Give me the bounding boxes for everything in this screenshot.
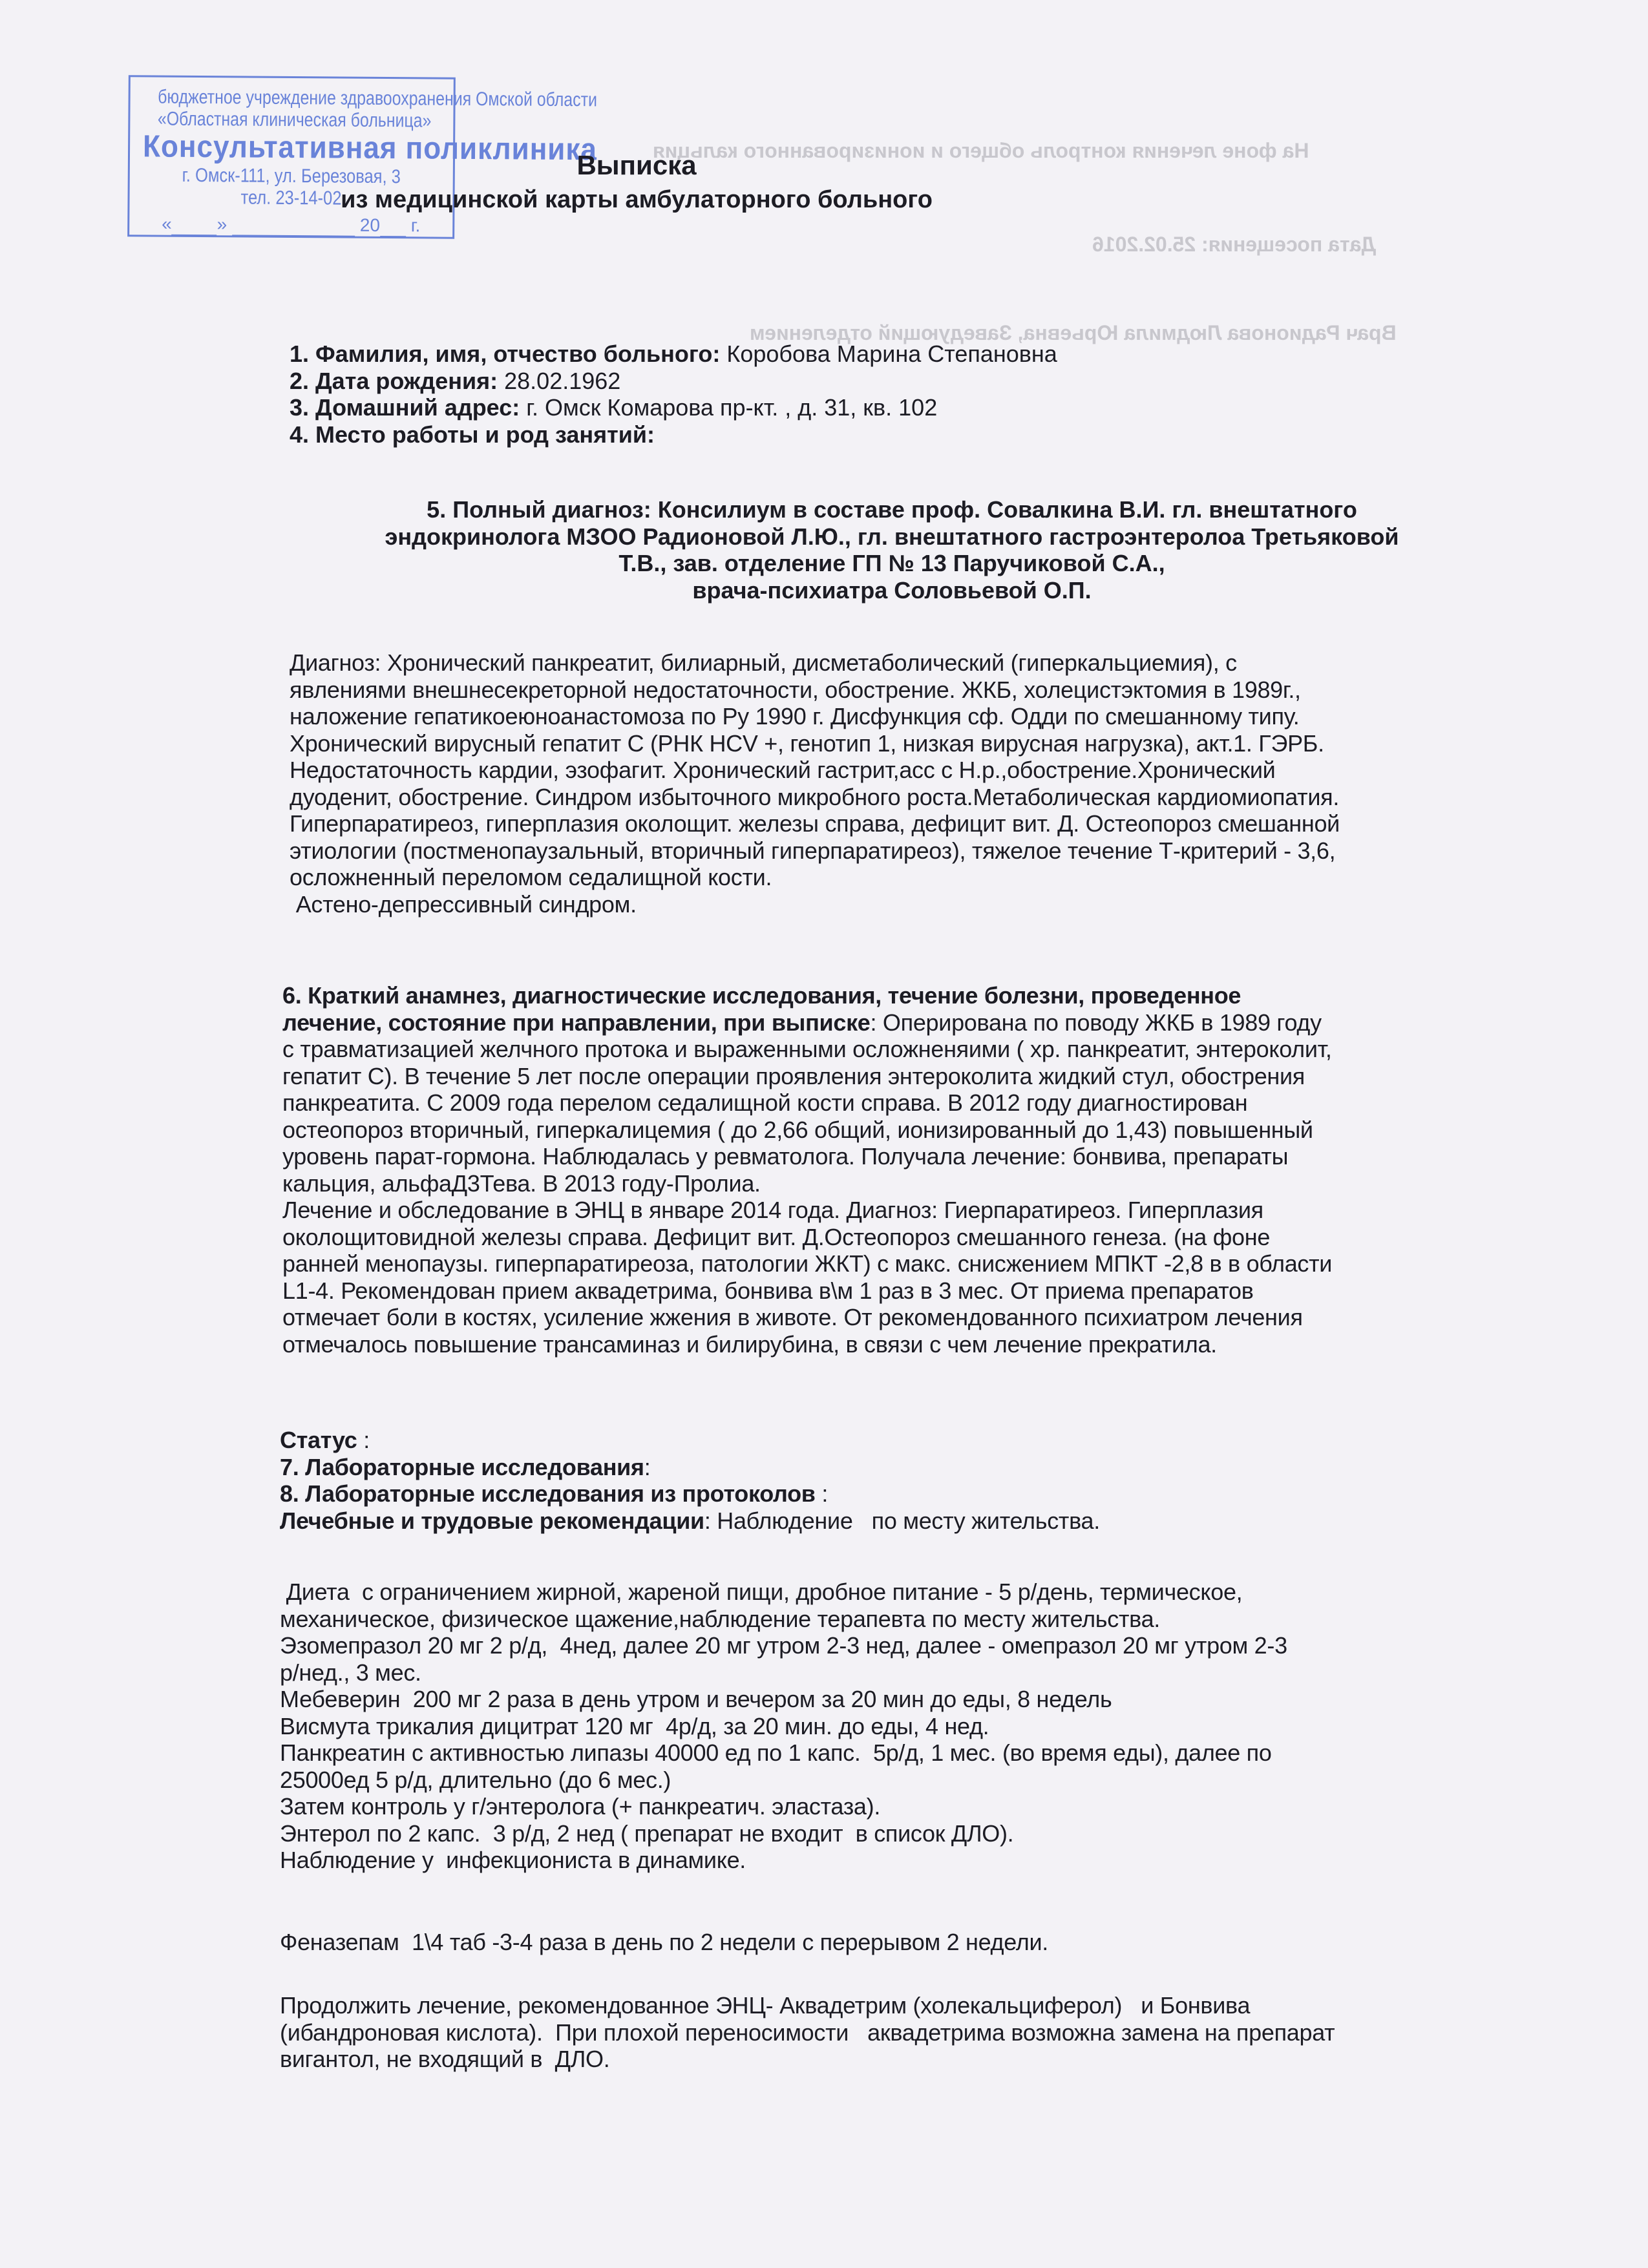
recommendation-line: Наблюдение у инфекциониста в динамике.: [280, 1847, 746, 1873]
recommendation-line: Диета с ограничением жирной, жареной пищи, дробное питание - 5 р/день, термическое,: [280, 1579, 1243, 1605]
recommendation-line: Висмута трикалия дицитрат 120 мг 4р/д, за 20 мин. до еды, 4 нед.: [280, 1712, 989, 1739]
patient-address-label: 3. Домашний адрес:: [290, 394, 520, 421]
consilium-line: эндокринолога МЗОО Радионовой Л.Ю., гл. внештатного гастроэнтеролоа Третьяковой: [385, 523, 1399, 550]
stamp-month-blank: [232, 214, 355, 236]
lab-protocols-label: 8. Лабораторные исследования из протоколов: [280, 1480, 816, 1507]
recommendations-value: : Наблюдение по месту жительства.: [704, 1507, 1100, 1534]
stamp-day-blank: [172, 214, 217, 236]
recommendations-label: Лечебные и трудовые рекомендации: [280, 1507, 704, 1534]
anamnesis-line: ранней менопаузы. гиперпаратиреоза, патологии ЖКТ) с макс. снисжением МПКТ -2,8 в в области: [282, 1250, 1333, 1277]
continue-line: вигантол, не входящий в ДЛО.: [280, 2046, 610, 2072]
recommendation-line: Затем контроль у г/энтеролога (+ панкреатич. эластаза).: [280, 1793, 881, 1820]
consilium-line: 5. Полный диагноз: Консилиум в составе проф. Совалкина В.И. гл. внештатного: [427, 496, 1357, 523]
anamnesis-line: отмечалось повышение трансаминаз и билирубина, в связи с чем лечение прекратила.: [282, 1330, 1217, 1358]
lab-protocols-row: [280, 1480, 1100, 1507]
stamp-address: г. Омск-111, ул. Березовая, 3: [182, 164, 401, 188]
anamnesis-line: L1-4. Рекомендован прием аквадетрима, бонвива в\м 1 раз в 3 мес. От приема препаратов: [282, 1277, 1254, 1304]
phenazepam-line: Феназепам 1\4 таб -3-4 раза в день по 2 недели с перерывом 2 недели.: [280, 1929, 1048, 1955]
diagnosis-line: Гиперпаратиреоз, гиперплазия околощит. железы справа, дефицит вит. Д. Остеопороз смешанной: [290, 810, 1340, 837]
document-title: Выписка: [576, 150, 697, 180]
stamp-year-prefix: 20: [359, 215, 381, 235]
anamnesis-line: околощитовидной железы справа. Дефицит вит. Д.Остеопороз смешанного генеза. (на фоне: [282, 1223, 1271, 1250]
diagnosis-line: этиологии (постменопаузальный, вторичный гиперпаратиреоз), тяжелое течение Т-критерий - 3,6,: [290, 837, 1336, 864]
patient-address-row: [290, 394, 1057, 421]
anamnesis-heading: [282, 982, 1332, 1009]
recommendation-line: Мебеверин 200 мг 2 раза в день утром и вечером за 20 мин до еды, 8 недель: [280, 1686, 1112, 1712]
patient-work-row: [290, 421, 1057, 448]
recommendation-line: 25000ед 5 р/д, длительно (до 6 мес.): [280, 1766, 671, 1793]
stamp-clinic-name: Консультативная поликлиника: [142, 129, 598, 167]
diagnosis-line: Диагноз: Хронический панкреатит, билиарный, дисметаболический (гиперкальциемия), с: [290, 649, 1237, 676]
diagnosis-line: Астено-депрессивный синдром.: [290, 890, 637, 918]
recommendation-line: Энтерол по 2 капс. 3 р/д, 2 нед ( препарат не входит в список ДЛО).: [280, 1820, 1014, 1847]
anamnesis-line: кальция, альфаД3Тева. В 2013 году-Пролиа.: [282, 1170, 761, 1197]
document-subtitle: из медицинской карты амбулаторного больного: [341, 186, 933, 213]
diagnosis-text: [290, 649, 1340, 918]
patient-info: [290, 341, 1057, 448]
recommendations-list: [280, 1579, 1287, 1874]
lab-colon: :: [644, 1453, 651, 1480]
stamp-phone: тел. 23-14-02: [240, 187, 342, 209]
anamnesis-section: [282, 982, 1332, 1358]
bleed-through-line-3: Врач Радионова Людмила Юрьевна, Заведующий отделением: [750, 321, 1397, 344]
patient-dob-value: 28.02.1962: [498, 367, 621, 394]
anamnesis-heading-line-1: 6. Краткий анамнез, диагностические исследования, течение болезни, проведенное: [282, 982, 1241, 1009]
status-section: [280, 1427, 1100, 1534]
stamp-date-field: [129, 213, 452, 237]
stamp-year-blank: [380, 215, 406, 237]
anamnesis-line: гепатит С). В течение 5 лет после операции проявления энтероколита жидкий стул, обострения: [282, 1062, 1305, 1089]
consilium-line: врача-психиатра Соловьевой О.П.: [692, 576, 1092, 604]
patient-address-value: г. Омск Комарова пр-кт. , д. 31, кв. 102: [520, 394, 938, 421]
bleed-through-line-2: Дата посещения: 25.02.2016: [1092, 233, 1377, 256]
stamp-year-suffix: г.: [410, 215, 421, 236]
recommendation-line: Панкреатин с активностью липазы 40000 ед по 1 капс. 5р/д, 1 мес. (во время еды), далее по: [280, 1739, 1272, 1766]
anamnesis-line: панкреатита. С 2009 года перелом седалищной кости справа. В 2012 году диагностирован: [282, 1089, 1248, 1116]
lab-protocols-colon: :: [815, 1480, 829, 1507]
consilium-line: Т.В., зав. отделение ГП № 13 Паручиковой С.А.,: [618, 550, 1165, 576]
diagnosis-line: наложение гепатикоеюноанастомоза по Ру 1990 г. Дисфункция сф. Одди по смешанному типу.: [290, 703, 1300, 730]
status-colon: :: [357, 1427, 370, 1453]
recommendation-line: механическое, физическое щажение,наблюдение терапевта по месту жительства.: [280, 1605, 1160, 1632]
diagnosis-line: осложненный переломом седалищной кости.: [290, 864, 772, 890]
patient-dob-label: 2. Дата рождения:: [290, 367, 498, 394]
anamnesis-line: остеопороз вторичный, гиперкалицемия ( до 2,66 общий, ионизированный до 1,43) повышенный: [282, 1116, 1313, 1143]
stamp-line-2: «Областная клиническая больница»: [157, 108, 432, 132]
diagnosis-line: Хронический вирусный гепатит С (РНК HCV +, генотип 1, низкая вирусная нагрузка), акт.1. ГЭРБ.: [290, 730, 1324, 757]
continue-line: (ибандроновая кислота). При плохой переносимости аквадетрима возможна замена на препарат: [280, 2019, 1335, 2046]
recommendations-row: [280, 1507, 1100, 1535]
recommendation-line: р/нед., 3 мес.: [280, 1659, 421, 1686]
stamp-line-1: бюджетное учреждение здравоохранения Омской области: [158, 86, 598, 111]
status-label: Статус: [280, 1427, 357, 1453]
anamnesis-line: отмечает боли в костях, усиление жжения в животе. От рекомендованного психиатром лечения: [282, 1304, 1303, 1330]
diagnosis-line: дуоденит, обострение. Синдром избыточного микробного роста.Метаболическая кардиомиопатия.: [290, 783, 1340, 810]
anamnesis-heading-row-2: [282, 1009, 1332, 1036]
continue-line: Продолжить лечение, рекомендованное ЭНЦ- Аквадетрим (холекальциферол) и Бонвива: [280, 1992, 1251, 2019]
patient-name-label: 1. Фамилия, имя, отчество больного:: [290, 341, 721, 367]
lab-label: 7. Лабораторные исследования: [280, 1453, 644, 1480]
anamnesis-line: с травматизацией желчного протока и выраженными осложненяими ( хр. панкреатит, энтероколит,: [282, 1036, 1332, 1062]
patient-name-value: Коробова Марина Степановна: [720, 341, 1057, 367]
status-row: [280, 1427, 1100, 1454]
patient-work-label: 4. Место работы и род занятий:: [290, 421, 655, 448]
bleed-through-line-1: На фоне лечения контроль общего и ионизированного кальция: [653, 139, 1309, 162]
stamp-date-open-quote: «: [162, 213, 172, 234]
lab-row: [280, 1454, 1100, 1481]
diagnosis-line: Недостаточность кардии, эзофагит. Хронический гастрит,асс с Н.р.,обострение.Хронический: [290, 757, 1276, 783]
anamnesis-line: Лечение и обследование в ЭНЦ в январе 2014 года. Диагноз: Гиерпаратиреоз. Гиперплазия: [282, 1197, 1263, 1223]
anamnesis-heading-line-2: лечение, состояние при направлении, при выписке: [282, 1009, 871, 1036]
anamnesis-line: уровень парат-гормона. Наблюдалась у ревматолога. Получала лечение: бонвива, препараты: [282, 1143, 1289, 1170]
continue-treatment: [280, 1992, 1335, 2073]
stamp-date-close-quote: »: [217, 214, 227, 235]
recommendation-line: Эзомепразол 20 мг 2 р/д, 4нед, далее 20 мг утром 2-3 нед, далее - омепразол 20 мг утром 2-3: [280, 1632, 1287, 1659]
diagnosis-line: явлениями внешнесекреторной недостаточности, обострение. ЖКБ, холецистэктомия в 1989г.,: [290, 676, 1301, 703]
patient-dob-row: [290, 368, 1057, 395]
consilium-header: [278, 496, 1506, 604]
anamnesis-text-start: : Оперирована по поводу ЖКБ в 1989 году: [870, 1009, 1322, 1036]
patient-name-row: [290, 341, 1057, 368]
